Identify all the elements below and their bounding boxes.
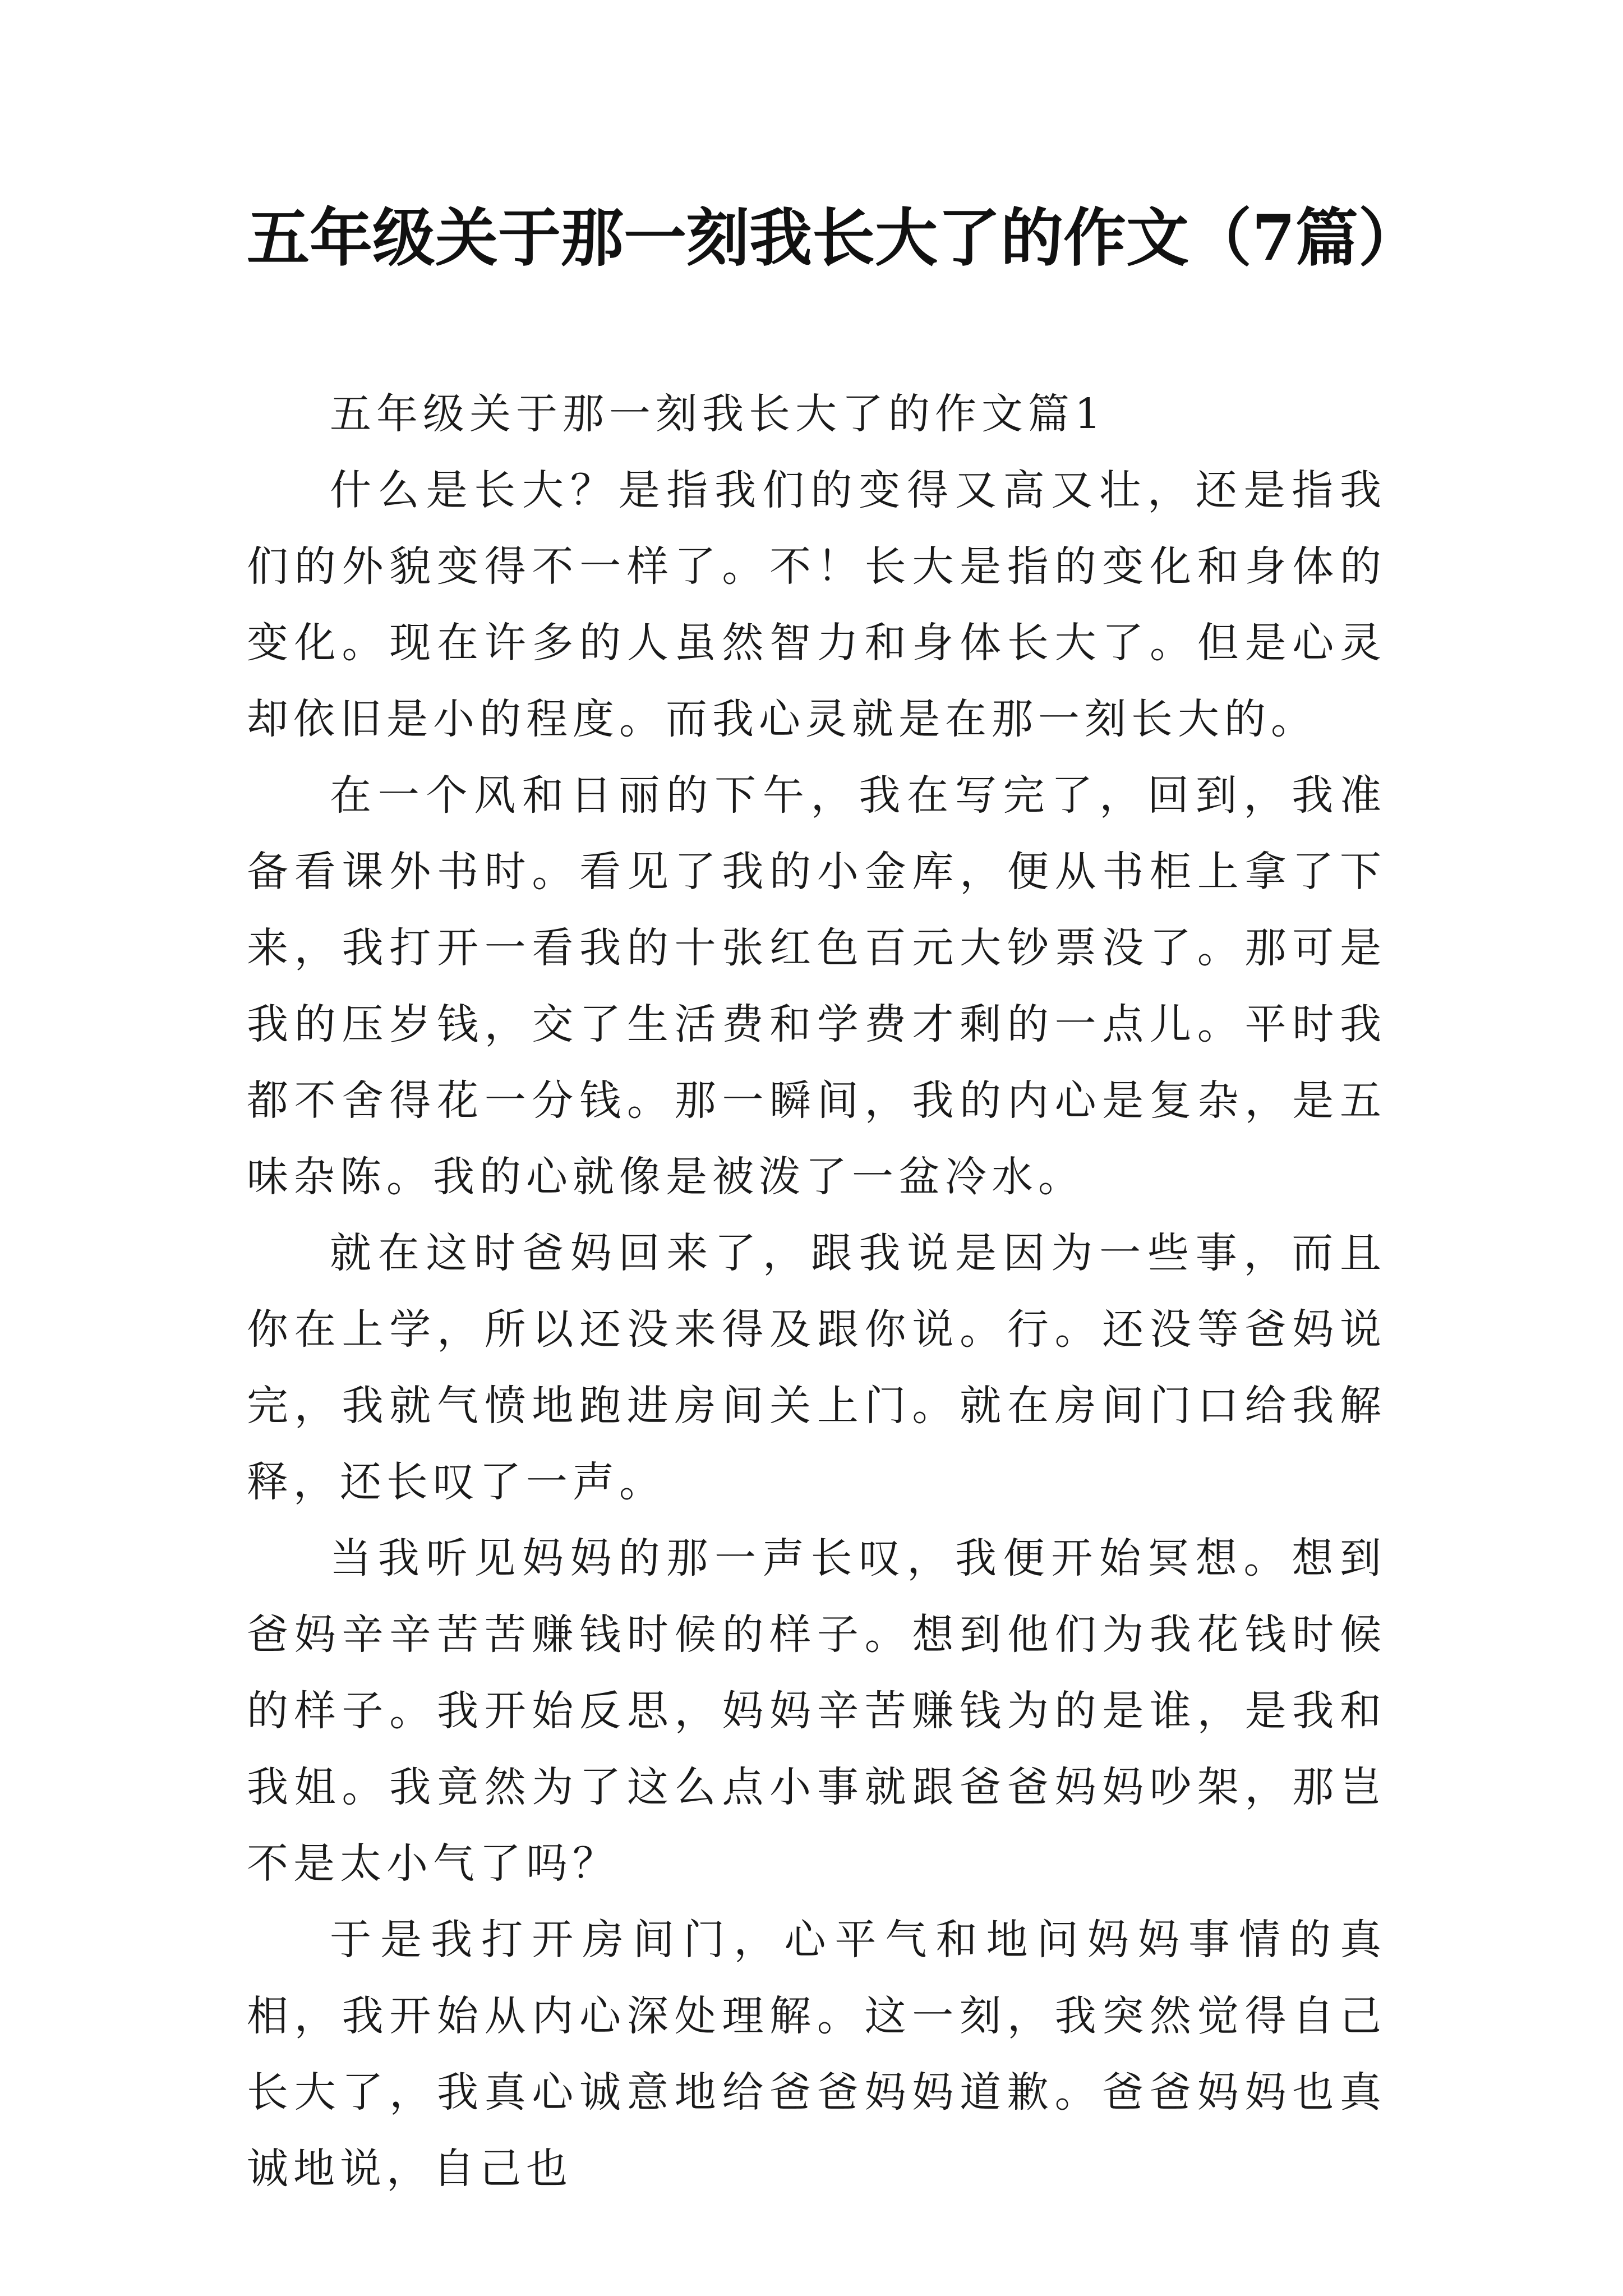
paragraph: 就在这时爸妈回来了，跟我说是因为一些事，而且你在上学，所以还没来得及跟你说。行。还没等爸妈说完，我就气愤地跑进房间关上门。就在房间门口给我解释，还长叹了一声。 <box>247 1229 1386 1506</box>
paragraph: 于是我打开房间门，心平气和地问妈妈事情的真相，我开始从内心深处理解。这一刻，我突然觉得自己长大了，我真心诚意地给爸爸妈妈道歉。爸爸妈妈也真诚地说，自己也 <box>247 1916 1386 2193</box>
section-heading: 五年级关于那一刻我长大了的作文篇1 <box>330 390 1106 438</box>
paragraph: 什么是长大？是指我们的变得又高又壮，还是指我们的外貌变得不一样了。不！长大是指的变化和身体的变化。现在许多的人虽然智力和身体长大了。但是心灵却依旧是小的程度。而我心灵就是在那一刻长大的。 <box>247 466 1386 743</box>
document-title: 五年级关于那一刻我长大了的作文（7篇） <box>247 201 1421 275</box>
paragraph: 在一个风和日丽的下午，我在写完了，回到，我准备看课外书时。看见了我的小金库，便从书柜上拿了下来，我打开一看我的十张红色百元大钞票没了。那可是我的压岁钱，交了生活费和学费才剩的一点儿。平时我都不舍得花一分钱。那一瞬间，我的内心是复杂，是五味杂陈。我的心就像是被泼了一盆冷水。 <box>247 771 1386 1201</box>
paragraph: 当我听见妈妈的那一声长叹，我便开始冥想。想到爸妈辛辛苦苦赚钱时候的样子。想到他们为我花钱时候的样子。我开始反思，妈妈辛苦赚钱为的是谁，是我和我姐。我竟然为了这么点小事就跟爸爸妈妈吵架，那岂不是太小气了吗？ <box>247 1534 1386 1888</box>
document-body <box>247 376 1386 2207</box>
